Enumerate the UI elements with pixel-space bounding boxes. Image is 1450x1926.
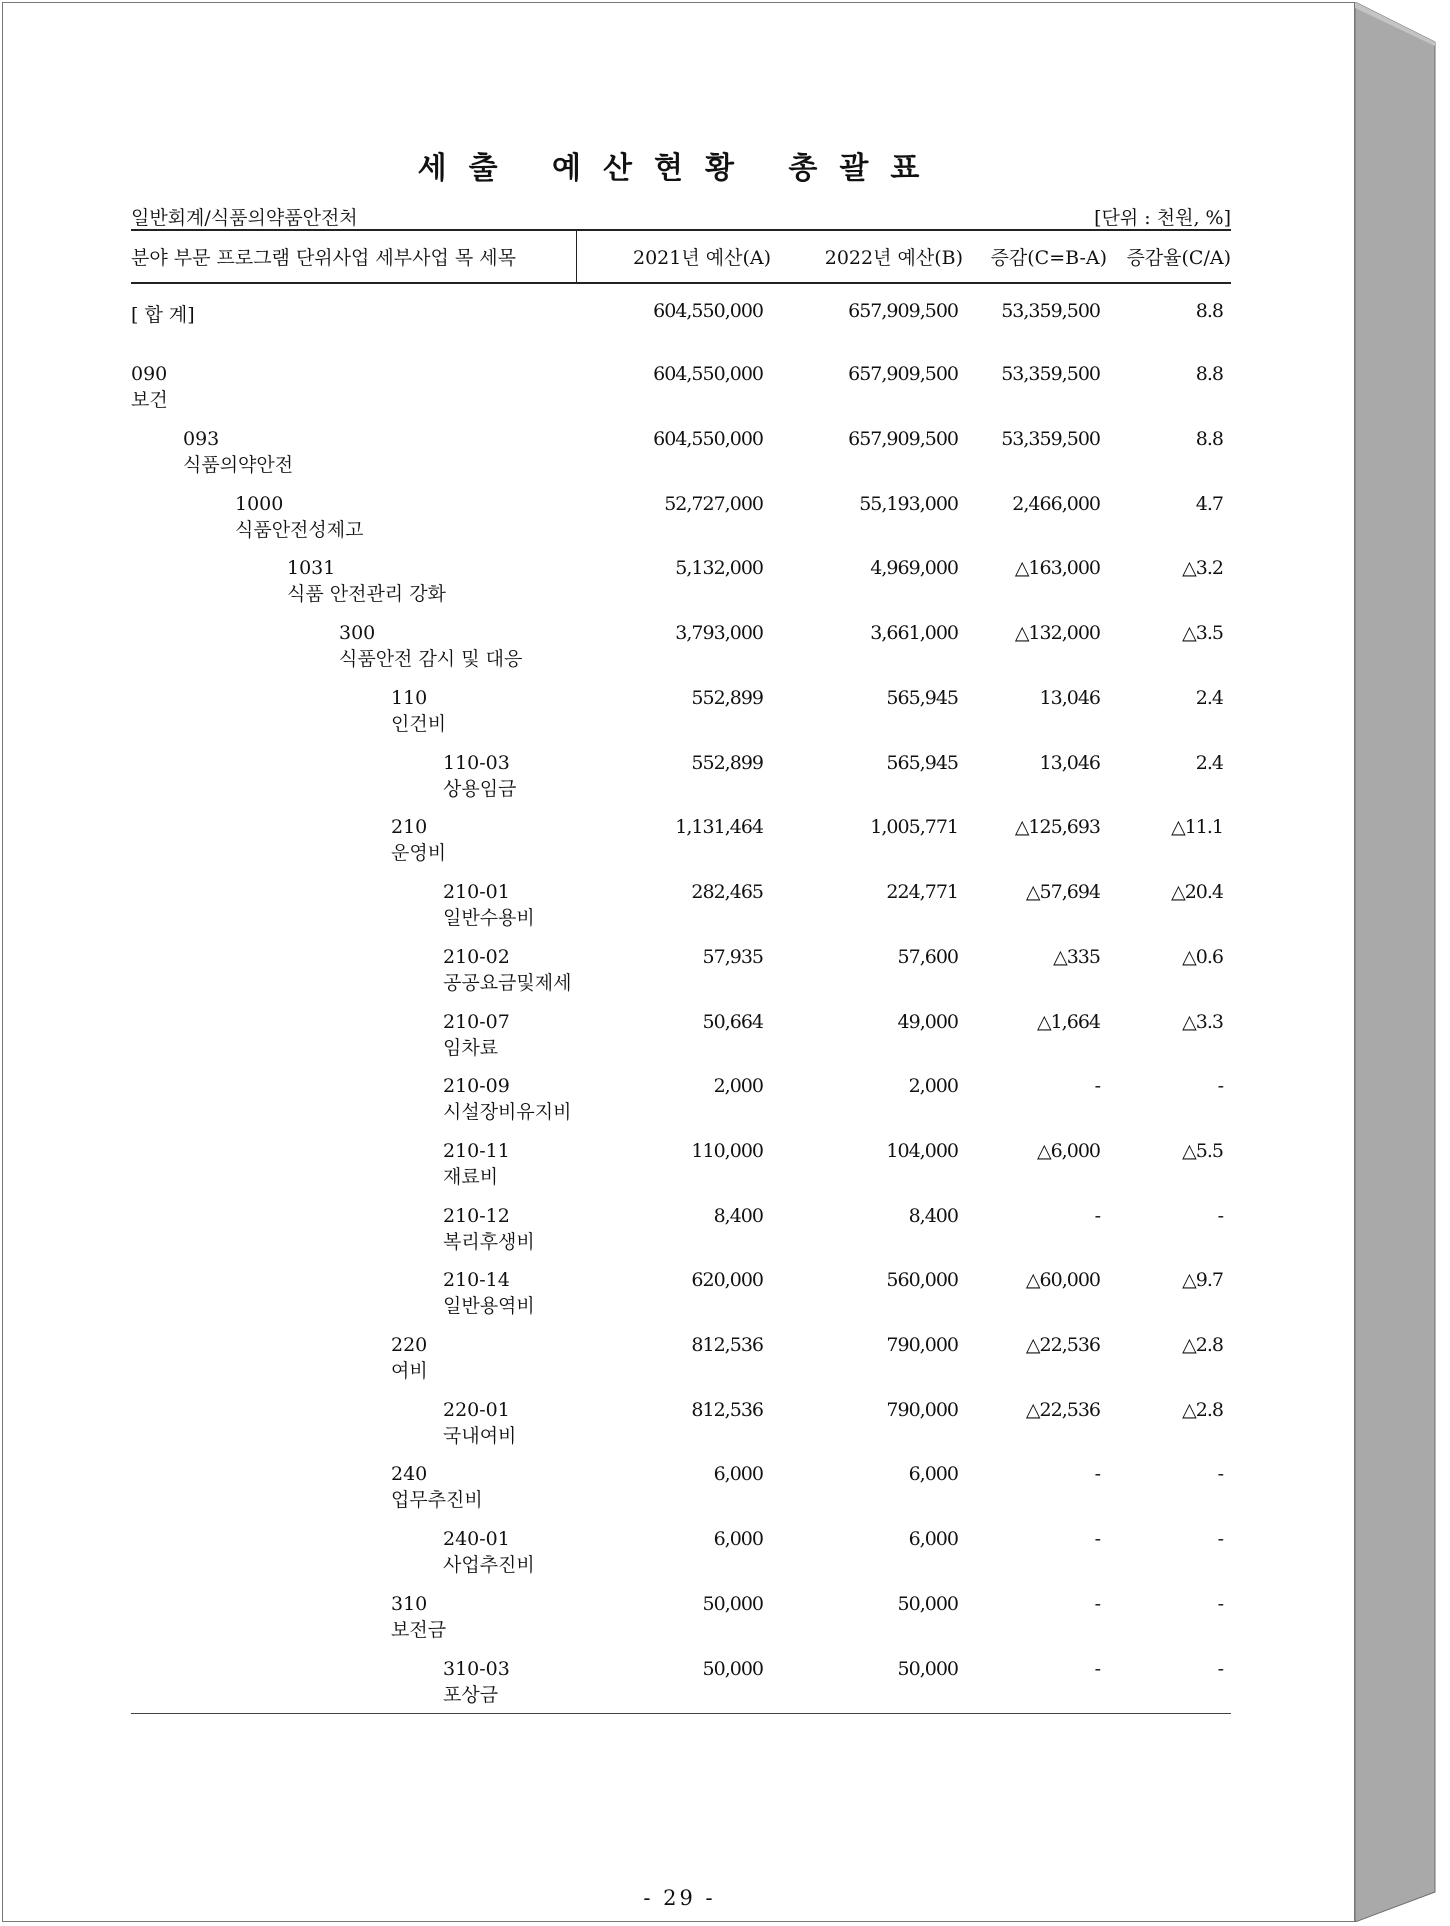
row-rate: -: [1217, 1075, 1223, 1097]
row-budget-2022: 565,945: [886, 687, 958, 709]
row-budget-2022: 565,945: [886, 752, 958, 774]
row-name: 공공요금및제세: [443, 972, 572, 994]
table-row: [3, 1075, 1356, 1135]
row-change: -: [1094, 1075, 1100, 1097]
row-budget-2022: 1,005,771: [870, 816, 958, 838]
row-budget-2021: 52,727,000: [664, 493, 763, 515]
row-budget-2021: 604,550,000: [653, 363, 763, 385]
row-rate: △3.2: [1182, 557, 1223, 579]
row-rate: △2.8: [1182, 1334, 1223, 1356]
row-change: -: [1094, 1205, 1100, 1227]
table-row: [3, 428, 1356, 488]
table-row: [3, 946, 1356, 1006]
table-bottom-rule: [131, 1713, 1231, 1714]
table-row: [3, 1528, 1356, 1588]
row-budget-2021: 282,465: [691, 881, 763, 903]
row-budget-2022: 657,909,500: [848, 300, 958, 322]
row-rate: 2.4: [1195, 752, 1223, 774]
page-title: 세출 예산현황 총괄표: [417, 151, 942, 186]
row-rate: -: [1217, 1205, 1223, 1227]
column-header-category: 분야 부문 프로그램 단위사업 세부사업 목 세목: [131, 247, 516, 269]
table-row: [3, 881, 1356, 941]
row-change: △57,694: [1025, 881, 1100, 903]
row-budget-2022: 104,000: [886, 1140, 958, 1162]
row-budget-2021: 50,664: [702, 1011, 763, 1033]
row-rate: -: [1217, 1463, 1223, 1485]
row-budget-2021: 604,550,000: [653, 428, 763, 450]
row-budget-2021: 552,899: [691, 687, 763, 709]
table-row: [3, 1463, 1356, 1523]
row-name: 사업추진비: [443, 1554, 535, 1576]
column-header-2022: 2022년 예산(B): [824, 247, 963, 269]
row-change: △132,000: [1014, 622, 1100, 644]
row-code: 110: [391, 687, 428, 709]
row-code: 210-11: [443, 1140, 510, 1162]
table-top-rule: [131, 229, 1231, 231]
row-name: 운영비: [391, 842, 447, 864]
row-rate: 2.4: [1195, 687, 1223, 709]
row-name: 시설장비유지비: [443, 1101, 572, 1123]
row-change: 2,466,000: [1012, 493, 1100, 515]
row-code: 090: [131, 363, 168, 385]
row-budget-2021: 812,536: [691, 1399, 763, 1421]
table-row: [3, 557, 1356, 617]
row-name: 임차료: [443, 1037, 499, 1059]
row-name: 보건: [131, 389, 168, 411]
row-budget-2021: 5,132,000: [675, 557, 763, 579]
row-budget-2021: 812,536: [691, 1334, 763, 1356]
table-row: [3, 622, 1356, 682]
row-name: 식품안전 감시 및 대응: [339, 648, 523, 670]
column-header-rate: 증감율(C/A): [1126, 247, 1231, 269]
row-change: △335: [1053, 946, 1100, 968]
row-budget-2022: 6,000: [908, 1528, 958, 1550]
row-budget-2022: 57,600: [897, 946, 958, 968]
row-rate: 8.8: [1195, 428, 1223, 450]
row-budget-2021: 50,000: [702, 1658, 763, 1680]
row-change: 13,046: [1039, 687, 1100, 709]
row-name: 식품안전성제고: [235, 519, 364, 541]
table-row: [3, 1593, 1356, 1653]
row-change: △60,000: [1025, 1269, 1100, 1291]
row-rate: 8.8: [1195, 300, 1223, 322]
row-rate: △3.3: [1182, 1011, 1223, 1033]
row-budget-2021: 2,000: [713, 1075, 763, 1097]
row-rate: △3.5: [1182, 622, 1223, 644]
row-budget-2021: 620,000: [691, 1269, 763, 1291]
row-budget-2021: 1,131,464: [675, 816, 763, 838]
row-change: △125,693: [1014, 816, 1100, 838]
row-rate: -: [1217, 1528, 1223, 1550]
row-code: 210: [391, 816, 428, 838]
row-change: 13,046: [1039, 752, 1100, 774]
table-row: [3, 1399, 1356, 1459]
row-code: 1031: [287, 557, 336, 579]
row-budget-2022: 790,000: [886, 1399, 958, 1421]
table-row: [3, 1011, 1356, 1071]
row-budget-2021: 57,935: [702, 946, 763, 968]
row-name: 국내여비: [443, 1425, 517, 1447]
row-budget-2021: 552,899: [691, 752, 763, 774]
row-rate: △2.8: [1182, 1399, 1223, 1421]
row-code: 1000: [235, 493, 284, 515]
row-rate: -: [1217, 1593, 1223, 1615]
row-budget-2022: 4,969,000: [870, 557, 958, 579]
table-row: [3, 1269, 1356, 1329]
row-change: -: [1094, 1593, 1100, 1615]
row-name: 인건비: [391, 713, 447, 735]
row-code: 210-07: [443, 1011, 510, 1033]
row-budget-2022: 6,000: [908, 1463, 958, 1485]
row-budget-2022: 55,193,000: [859, 493, 958, 515]
row-change: 53,359,500: [1001, 428, 1100, 450]
row-change: △22,536: [1025, 1334, 1100, 1356]
row-budget-2021: 6,000: [713, 1528, 763, 1550]
row-change: -: [1094, 1658, 1100, 1680]
document-page: [2, 2, 1355, 1922]
table-row: [3, 687, 1356, 747]
row-name: 보전금: [391, 1619, 447, 1641]
row-name: 상용임금: [443, 778, 517, 800]
row-budget-2021: 6,000: [713, 1463, 763, 1485]
row-code: 093: [183, 428, 220, 450]
row-rate: 8.8: [1195, 363, 1223, 385]
column-header-change: 증감(C=B-A): [990, 247, 1107, 269]
row-budget-2022: 657,909,500: [848, 363, 958, 385]
column-header-2021: 2021년 예산(A): [632, 247, 771, 269]
row-budget-2021: 3,793,000: [675, 622, 763, 644]
row-rate: △5.5: [1182, 1140, 1223, 1162]
row-code: 210-09: [443, 1075, 510, 1097]
table-row: [3, 752, 1356, 812]
row-code: 300: [339, 622, 376, 644]
table-row: [3, 816, 1356, 876]
row-code: 310-03: [443, 1658, 510, 1680]
row-change: △22,536: [1025, 1399, 1100, 1421]
row-name: 식품의약안전: [183, 454, 294, 476]
table-row: [3, 1334, 1356, 1394]
row-rate: 4.7: [1195, 493, 1223, 515]
row-name: 여비: [391, 1360, 428, 1382]
row-name: 일반용역비: [443, 1295, 535, 1317]
row-budget-2021: 50,000: [702, 1593, 763, 1615]
row-budget-2022: 49,000: [897, 1011, 958, 1033]
row-code: 310: [391, 1593, 428, 1615]
row-change: 53,359,500: [1001, 300, 1100, 322]
row-budget-2022: 8,400: [908, 1205, 958, 1227]
table-row: [3, 300, 1356, 360]
row-budget-2021: 604,550,000: [653, 300, 763, 322]
row-budget-2022: 50,000: [897, 1593, 958, 1615]
row-rate: -: [1217, 1658, 1223, 1680]
row-budget-2022: 560,000: [886, 1269, 958, 1291]
row-budget-2022: 3,661,000: [870, 622, 958, 644]
unit-label: [단위 : 천원, %]: [1094, 207, 1231, 229]
row-change: △6,000: [1036, 1140, 1100, 1162]
table-row: [3, 1205, 1356, 1265]
row-rate: △11.1: [1171, 816, 1223, 838]
row-change: △1,664: [1036, 1011, 1100, 1033]
row-rate: △9.7: [1182, 1269, 1223, 1291]
row-change: -: [1094, 1528, 1100, 1550]
row-code: 210-02: [443, 946, 510, 968]
account-label: 일반회계/식품의약품안전처: [131, 207, 358, 229]
row-change: -: [1094, 1463, 1100, 1485]
row-budget-2021: 8,400: [713, 1205, 763, 1227]
table-row: [3, 1658, 1356, 1718]
page-number: - 29 -: [643, 1886, 716, 1910]
row-code: 220: [391, 1334, 428, 1356]
row-name: 포상금: [443, 1684, 499, 1706]
row-budget-2022: 790,000: [886, 1334, 958, 1356]
row-name: 복리후생비: [443, 1231, 535, 1253]
row-name: 재료비: [443, 1166, 499, 1188]
row-code: 220-01: [443, 1399, 510, 1421]
header-bottom-rule: [131, 282, 1231, 284]
row-name: 업무추진비: [391, 1489, 483, 1511]
row-code: 110-03: [443, 752, 510, 774]
row-budget-2021: 110,000: [691, 1140, 763, 1162]
row-name: 일반수용비: [443, 907, 535, 929]
row-code: 210-01: [443, 881, 510, 903]
row-budget-2022: 657,909,500: [848, 428, 958, 450]
table-row: [3, 363, 1356, 423]
row-rate: △0.6: [1182, 946, 1223, 968]
table-row: [3, 1140, 1356, 1200]
row-code: 210-14: [443, 1269, 510, 1291]
table-row: [3, 493, 1356, 553]
row-code: 210-12: [443, 1205, 510, 1227]
row-budget-2022: 50,000: [897, 1658, 958, 1680]
row-code: [ 합 계]: [131, 304, 195, 326]
row-code: 240: [391, 1463, 428, 1485]
row-rate: △20.4: [1171, 881, 1223, 903]
row-change: 53,359,500: [1001, 363, 1100, 385]
row-name: 식품 안전관리 강화: [287, 583, 446, 605]
book-spine-shading: [1355, 2, 1443, 1922]
row-code: 240-01: [443, 1528, 510, 1550]
row-budget-2022: 2,000: [908, 1075, 958, 1097]
row-budget-2022: 224,771: [886, 881, 958, 903]
row-change: △163,000: [1014, 557, 1100, 579]
